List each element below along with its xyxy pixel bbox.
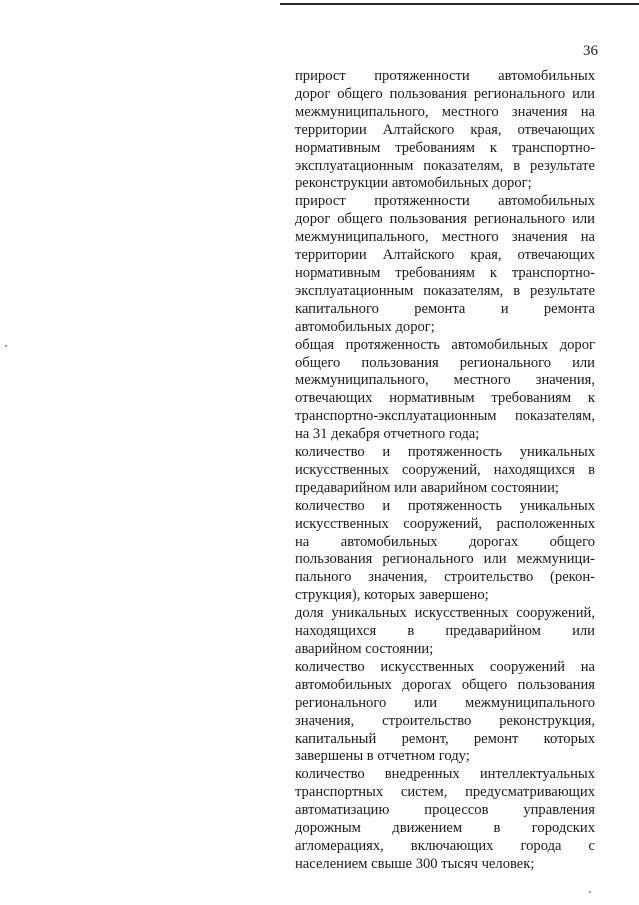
text-line: пального значения, строительство (рекон- [295, 569, 595, 586]
text-line: нормативным требованиям к транспортно- [295, 139, 595, 156]
text-line: регионального или межмуниципального [295, 694, 595, 711]
list-item [295, 337, 595, 444]
text-line: общего пользования регионального или [295, 354, 595, 371]
text-line: транспортных систем, предусматривающих [295, 784, 595, 801]
text-line: территории Алтайского края, отвечающих [295, 247, 595, 264]
text-line: количество искусственных сооружений на [295, 658, 595, 675]
list-item [295, 605, 595, 659]
text-line: эксплуатационным показателям, в результате [295, 157, 595, 174]
text-line: на автомобильных дорогах общего [295, 533, 595, 550]
text-line: пользования регионального или межмуници- [295, 551, 595, 568]
text-line: струкция), которых завершено; [295, 587, 489, 604]
scan-speck [589, 891, 591, 893]
text-line: нормативным требованиям к транспортно- [295, 264, 595, 281]
text-line: территории Алтайского края, отвечающих [295, 121, 595, 138]
text-line: автомобильных дорог; [295, 318, 435, 335]
text-line: доля уникальных искусственных сооружений, [295, 605, 595, 622]
text-line: населением свыше 300 тысяч человек; [295, 855, 535, 872]
list-item [295, 444, 595, 498]
scan-speck [5, 345, 7, 347]
page-number: 36 [583, 43, 598, 59]
scan-edge-line [280, 3, 639, 5]
text-line: межмуниципального, местного значения на [295, 229, 595, 246]
text-line: эксплуатационным показателям, в результате [295, 282, 595, 299]
text-line: прирост протяженности автомобильных [295, 68, 595, 84]
text-line: количество и протяженность уникальных [295, 444, 595, 461]
text-line: транспортно-эксплуатационным показателям, [295, 408, 595, 425]
list-item [295, 68, 595, 193]
text-line: завершены в отчетном году; [295, 748, 470, 765]
text-line: отвечающих нормативным требованиям к [295, 390, 595, 407]
list-item [295, 766, 595, 873]
text-line: капитальный ремонт, ремонт которых [295, 730, 595, 747]
text-line: дорог общего пользования регионального или [295, 85, 595, 102]
text-column [295, 68, 595, 874]
text-line: дорог общего пользования регионального или [295, 211, 595, 228]
text-line: прирост протяженности автомобильных [295, 193, 595, 210]
text-line: искусственных сооружений, расположенных [295, 515, 595, 532]
list-item [295, 659, 595, 766]
text-line: находящихся в предаварийном или [295, 623, 595, 640]
text-line: количество внедренных интеллектуальных [295, 766, 595, 783]
text-line: капитального ремонта и ремонта [295, 300, 595, 317]
text-line: автомобильных дорогах общего пользования [295, 676, 595, 693]
text-line: значения, строительство реконструкция, [295, 712, 595, 729]
text-line: агломерациях, включающих города с [295, 837, 595, 854]
text-line: межмуниципального, местного значения на [295, 103, 595, 120]
text-line: общая протяженность автомобильных дорог [295, 336, 595, 353]
text-line: автоматизацию процессов управления [295, 802, 595, 819]
text-line: количество и протяженность уникальных [295, 497, 595, 514]
text-line: предаварийном или аварийном состоянии; [295, 479, 559, 496]
text-line: дорожным движением в городских [295, 820, 595, 837]
text-line: на 31 декабря отчетного года; [295, 426, 480, 443]
text-line: межмуниципального, местного значения, [295, 372, 595, 389]
text-line: аварийном состоянии; [295, 641, 434, 657]
text-line: реконструкции автомобильных дорог; [295, 175, 532, 192]
list-item [295, 193, 595, 336]
list-item [295, 498, 595, 605]
text-line: искусственных сооружений, находящихся в [295, 461, 595, 478]
